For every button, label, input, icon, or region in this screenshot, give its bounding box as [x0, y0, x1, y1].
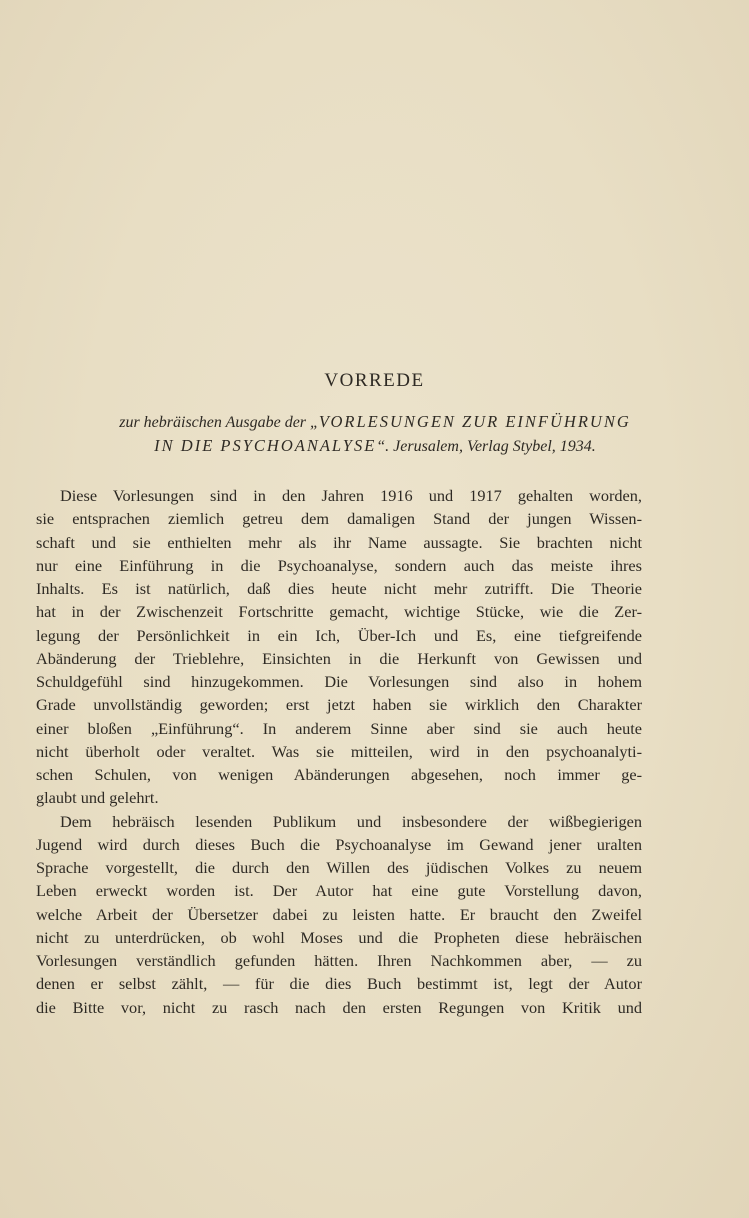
text-line: sie entsprachen ziemlich getreu dem damaligen Stand der jungen Wissen-	[36, 509, 642, 529]
text-line: einer bloßen „Einführung“. In anderem Sinne aber sind sie auch heute	[36, 718, 642, 738]
text-line: nicht zu unterdrücken, ob wohl Moses und die Propheten diese hebräischen	[36, 927, 642, 947]
text-line: legung der Persönlichkeit in ein Ich, Über-Ich und Es, eine tiefgreifende	[36, 625, 642, 645]
text-line: schaft und sie enthielten mehr als ihr Name aussagte. Sie brachten nicht	[36, 532, 642, 552]
text-line: Schuldgefühl sind hinzugekommen. Die Vorlesungen sind also in hohem	[36, 672, 642, 691]
text-line: nicht überholt oder veraltet. Was sie mitteilen, wird in den psychoanalyti-	[36, 741, 642, 761]
text-line: die Bitte vor, nicht zu rasch nach den ersten Regungen von Kritik und	[36, 997, 642, 1017]
subtitle-book-title-part-2: IN DIE PSYCHOANALYSE	[154, 436, 377, 455]
text-line: schen Schulen, von wenigen Abänderungen abgesehen, noch immer ge-	[36, 765, 642, 784]
text-line: Abänderung der Trieblehre, Einsichten in die Herkunft von Gewissen und	[36, 648, 642, 668]
text-line: glaubt und gelehrt.	[36, 788, 159, 808]
text-line: Jugend wird durch dieses Buch die Psychoanalyse im Gewand jener uralten	[36, 834, 642, 854]
paragraph-1	[36, 484, 642, 810]
subtitle-prefix: zur hebräischen Ausgabe der „	[119, 414, 319, 431]
subtitle-publisher-info: “. Jerusalem, Verlag Stybel, 1934.	[376, 438, 596, 455]
text-line: nur eine Einführung in die Psychoanalyse, sondern auch das meiste ihres	[36, 555, 642, 575]
body-text	[36, 484, 642, 1019]
subtitle-line-1	[30, 410, 720, 434]
text-line: Vorlesungen verständlich gefunden hätten. Ihren Nachkommen aber, — zu	[36, 951, 642, 970]
text-line: Inhalts. Es ist natürlich, daß dies heute nicht mehr zutrifft. Die Theorie	[36, 579, 642, 598]
text-line: Sprache vorgestellt, die durch den Willen des jüdischen Volkes zu neuem	[36, 858, 642, 877]
text-line: Leben erweckt worden ist. Der Autor hat eine gute Vorstellung davon,	[36, 881, 642, 901]
text-line: denen er selbst zählt, — für die dies Buch bestimmt ist, legt der Autor	[36, 974, 642, 994]
subtitle	[30, 410, 720, 458]
text-line: Dem hebräisch lesenden Publikum und insbesondere der wißbegierigen	[60, 811, 642, 831]
text-line: Grade unvollständig geworden; erst jetzt haben sie wirklich den Charakter	[36, 695, 642, 715]
paragraph-2	[36, 810, 642, 1019]
page-heading: VORREDE	[324, 370, 425, 391]
text-line: hat in der Zwischenzeit Fortschritte gemacht, wichtige Stücke, wie die Zer-	[36, 602, 642, 622]
text-line: Diese Vorlesungen sind in den Jahren 1916 und 1917 gehalten worden,	[60, 486, 642, 505]
text-line: welche Arbeit der Übersetzer dabei zu leisten hatte. Er braucht den Zweifel	[36, 904, 642, 924]
subtitle-book-title-part-1: VORLESUNGEN ZUR EINFÜHRUNG	[318, 412, 631, 431]
subtitle-line-2	[30, 434, 720, 458]
